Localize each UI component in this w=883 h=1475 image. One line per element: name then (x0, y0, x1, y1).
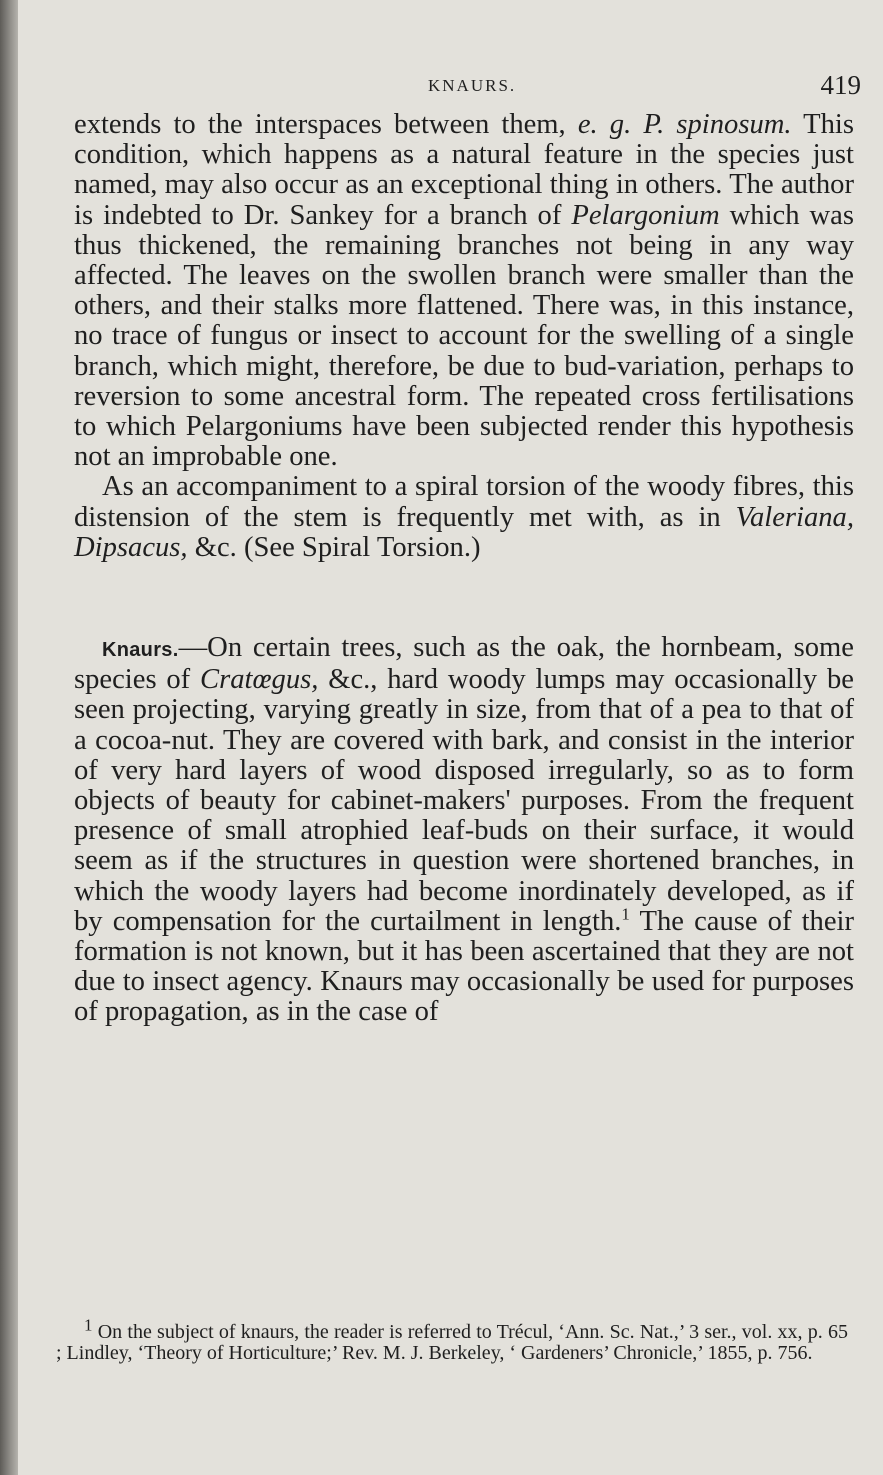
footnote-text (56, 1315, 848, 1364)
body-text (74, 110, 854, 1028)
footnote (56, 1315, 848, 1364)
page-number: 419 (820, 70, 861, 100)
italic-text: e. g. P. spinosum. (577, 109, 792, 140)
footnote-body: On the subject of knaurs, the reader is referred to Trécul, ‘Ann. Sc. Nat.,’ 3 ser., vol. xx, p. 65 ; Lindley, ‘Theory of Horticulture;’ Rev. M. J. Berkeley, ‘ Gardeners’ Chronicle,’ 1855, p. 756. (56, 1321, 848, 1364)
paragraph-pelargonium (74, 110, 854, 472)
section-heading: Knaurs. (102, 639, 179, 662)
paragraph-spiral-torsion (74, 472, 854, 563)
section-gap (74, 563, 854, 633)
text-run: —On certain trees, such as the oak, the hornbeam, some species of (74, 632, 854, 696)
book-page (18, 0, 883, 1475)
text-run: This condition, which happens as a natural feature in the species just named, may also occur as an exceptional thing in others. The author is indebted to Dr. Sankey for a branch of (74, 109, 854, 231)
italic-text: Cratœgus, (200, 664, 319, 696)
text-run: The cause of their formation is not known, but it has been ascertained that they are not due to insect agency. Knaurs may occasionally be used for purposes of propagation, as in the case of (74, 905, 854, 1028)
running-title: KNAURS. (428, 76, 517, 95)
text-run: As an accompaniment to a spiral torsion of the woody fibres, this distension of the stem is frequently met with, as in (74, 471, 854, 533)
text-run: &c. (See Spiral Torsion.) (187, 531, 481, 563)
italic-text: Valeriana, Dipsacus, (74, 501, 854, 563)
text-run: &c., hard woody lumps may occasionally be seen projecting, varying greatly in size, from that of a pea to that of a cocoa-nut. They are covered with bark, and consist in the interior of very hard layers of wood disposed irregularly, so as to form objects of beauty for cabinet-makers' purposes. From the frequent presence of small atrophied leaf-buds on their surface, it would seem as if the structures in question were shortened branches, in which the woody layers had become inordinately developed, as if by compensation for the curtailment in length. (74, 664, 854, 937)
text-run: which was thus thickened, the remaining branches not being in any way affected. The leaves on the swollen branch were smaller than the others, and their stalks more flattened. There was, in this instance, no trace of fungus or insect to account for the swelling of a single branch, which might, therefore, be due to bud-variation, perhaps to reversion to some ancestral form. The repeated cross fertilisations to which Pelargoniums have been subjected render this hypothesis not an improbable one. (74, 199, 854, 473)
footnote-marker: 1 (84, 1315, 93, 1335)
footnote-reference[interactable]: 1 (621, 904, 630, 924)
paragraph-knaurs (74, 633, 854, 1028)
page-header (18, 70, 883, 110)
binding-gutter (0, 0, 18, 1475)
italic-text: Pelargonium (571, 199, 720, 231)
text-run: extends to the interspaces between them, (74, 109, 578, 140)
